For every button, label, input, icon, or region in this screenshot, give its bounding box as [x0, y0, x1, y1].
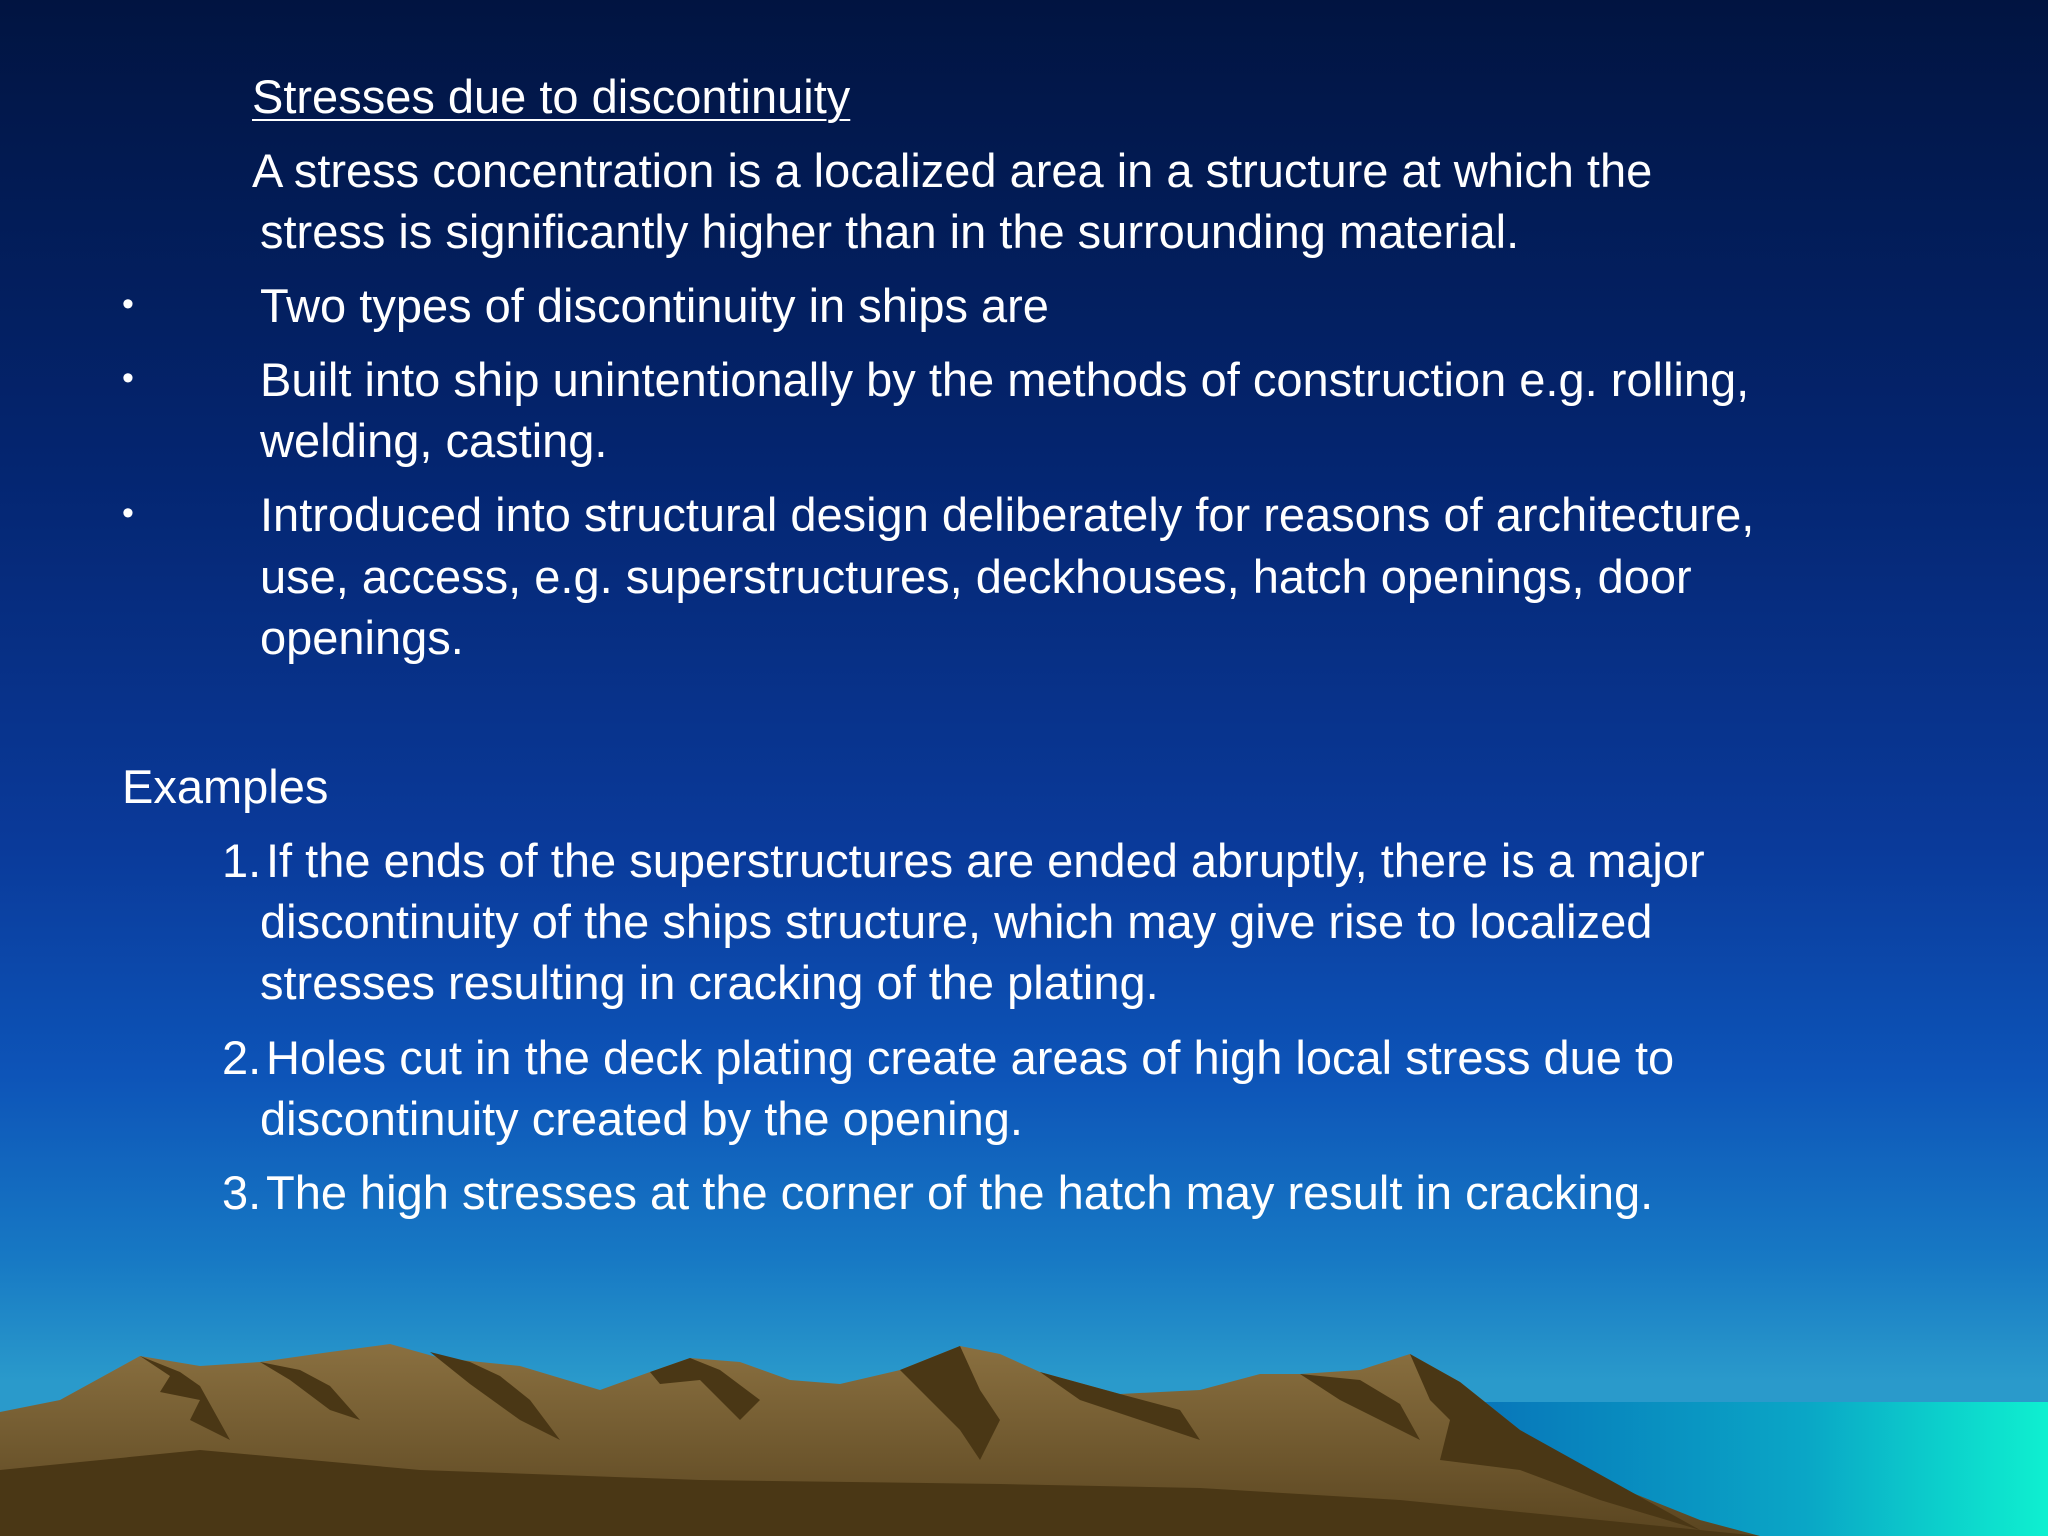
bullet-2-line-1: Built into ship unintentionally by the methods of construction e.g. rolling, [260, 353, 1750, 406]
bullet-dot: • [122, 285, 134, 323]
bullet-dot: • [122, 359, 134, 397]
example-1-line-3: stresses resulting in cracking of the plating. [260, 956, 1159, 1009]
example-3-line-1: The high stresses at the corner of the hatch may result in cracking. [266, 1166, 1654, 1219]
bullet-3-line-3: openings. [260, 611, 464, 664]
example-2-line-2: discontinuity created by the opening. [260, 1092, 1023, 1145]
example-3-number: 3. [222, 1166, 262, 1219]
slide-heading: Stresses due to discontinuity [252, 70, 851, 123]
bullet-3-line-2: use, access, e.g. superstructures, deckhouses, hatch openings, door [260, 550, 1692, 603]
bullet-2-line-2: welding, casting. [260, 414, 608, 467]
example-1-number: 1. [222, 834, 262, 887]
example-1-line-1: If the ends of the superstructures are ended abruptly, there is a major [266, 834, 1705, 887]
bullet-3-line-1: Introduced into structural design deliberately for reasons of architecture, [260, 488, 1755, 541]
example-2-number: 2. [222, 1031, 262, 1084]
example-1-line-2: discontinuity of the ships structure, which may give rise to localized [260, 895, 1653, 948]
bullet-1-line-1: Two types of discontinuity in ships are [260, 279, 1049, 332]
example-2-line-1: Holes cut in the deck plating create areas of high local stress due to [266, 1031, 1675, 1084]
bullet-dot: • [122, 494, 134, 532]
intro-line-2: stress is significantly higher than in the surrounding material. [260, 205, 1520, 258]
examples-heading: Examples [122, 760, 329, 813]
intro-line-1: A stress concentration is a localized area in a structure at which the [252, 144, 1653, 197]
